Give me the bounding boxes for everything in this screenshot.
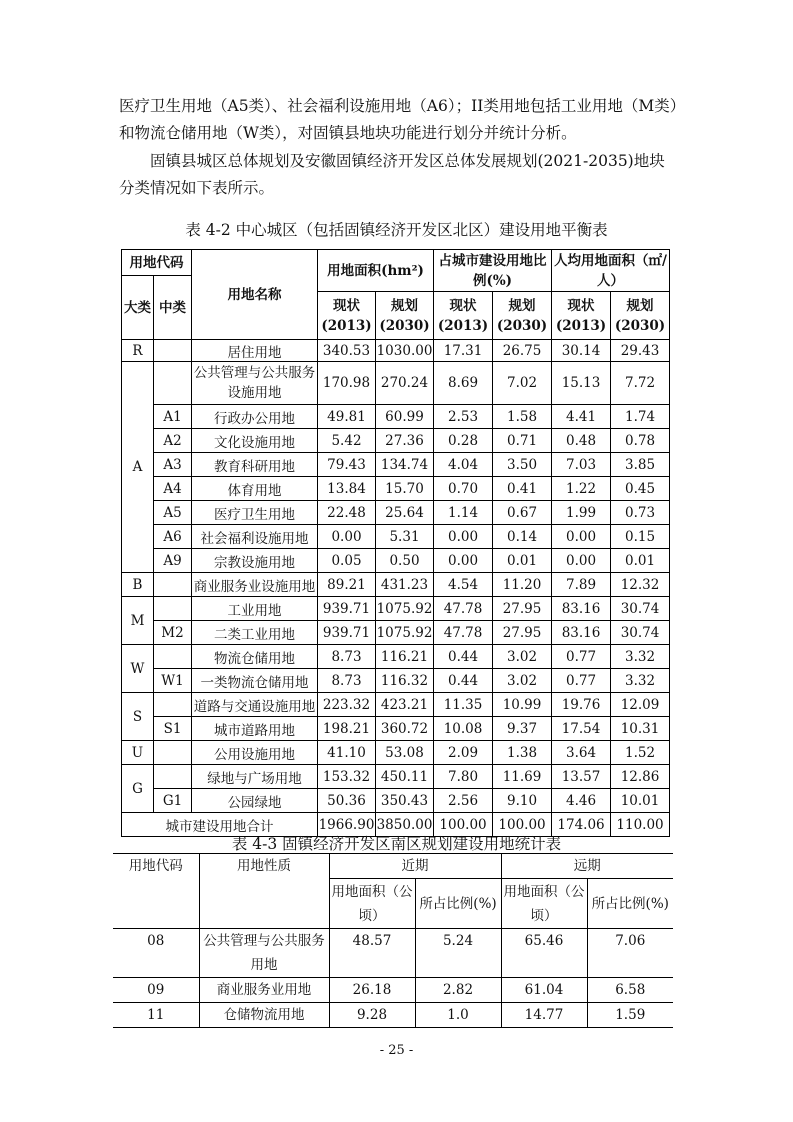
value-cell: 7.02 (493, 362, 552, 405)
minor-class-cell (154, 597, 192, 621)
value-cell: 30.74 (611, 621, 670, 645)
value-cell: 0.77 (552, 645, 611, 669)
value-cell: 0.28 (434, 429, 493, 453)
value-cell: 8.69 (434, 362, 493, 405)
value-cell: 3.02 (493, 645, 552, 669)
value-cell: 2.09 (434, 741, 493, 765)
value-cell: 17.31 (434, 340, 493, 362)
value-cell: 3.32 (611, 669, 670, 693)
value-cell: 19.76 (552, 693, 611, 717)
value-cell: 3.50 (493, 453, 552, 477)
major-class-cell: U (122, 741, 154, 765)
value-cell: 27.36 (376, 429, 434, 453)
value-cell: 25.64 (376, 501, 434, 525)
value-cell: 0.48 (552, 429, 611, 453)
value-cell: 2.82 (415, 978, 501, 1003)
value-cell: 939.71 (318, 597, 376, 621)
value-cell: 2.53 (434, 405, 493, 429)
value-cell: 65.46 (501, 929, 587, 978)
value-cell: 116.21 (376, 645, 434, 669)
paragraph-1: 医疗卫生用地（A5类）、社会福利设施用地（A6）；II类用地包括工业用地（M类）和物流仓储用地（W类），对固镇县地块功能进行划分并统计分析。 (119, 97, 678, 142)
value-cell: 5.31 (376, 525, 434, 549)
value-cell: 270.24 (376, 362, 434, 405)
value-cell: 10.01 (611, 789, 670, 813)
value-cell: 27.95 (493, 621, 552, 645)
value-cell: 48.57 (329, 929, 415, 978)
value-cell: 41.10 (318, 741, 376, 765)
header-land-area: 用地面积(hm²) (318, 250, 434, 292)
value-cell: 4.54 (434, 573, 493, 597)
header-land-code: 用地代码 (122, 250, 192, 276)
land-code-cell: 08 (113, 929, 199, 978)
value-cell: 10.31 (611, 717, 670, 741)
value-cell: 174.06 (552, 813, 611, 837)
table-row (122, 573, 670, 597)
minor-class-cell: M2 (154, 621, 192, 645)
value-cell: 134.74 (376, 453, 434, 477)
value-cell: 26.18 (329, 978, 415, 1003)
value-cell: 26.75 (493, 340, 552, 362)
value-cell: 0.70 (434, 477, 493, 501)
value-cell: 0.14 (493, 525, 552, 549)
land-code-cell: 11 (113, 1003, 199, 1028)
value-cell: 50.36 (318, 789, 376, 813)
value-cell: 12.32 (611, 573, 670, 597)
table-row (122, 645, 670, 669)
value-cell: 22.48 (318, 501, 376, 525)
major-class-cell: M (122, 597, 154, 645)
header-percap-plan: 规划 (2030) (611, 292, 670, 340)
minor-class-cell (154, 693, 192, 717)
value-cell: 0.00 (318, 525, 376, 549)
value-cell: 939.71 (318, 621, 376, 645)
value-cell: 0.78 (611, 429, 670, 453)
land-name-cell: 工业用地 (192, 597, 318, 621)
value-cell: 116.32 (376, 669, 434, 693)
value-cell: 0.01 (493, 549, 552, 573)
header-code: 用地代码 (113, 854, 199, 929)
table-row (122, 765, 670, 789)
value-cell: 360.72 (376, 717, 434, 741)
value-cell: 3.32 (611, 645, 670, 669)
value-cell: 0.71 (493, 429, 552, 453)
value-cell: 53.08 (376, 741, 434, 765)
value-cell: 1.58 (493, 405, 552, 429)
value-cell: 1.14 (434, 501, 493, 525)
table1-caption: 表 4-2 中心城区（包括固镇经济开发区北区）建设用地平衡表 (185, 221, 608, 239)
value-cell: 0.00 (434, 525, 493, 549)
major-class-cell: B (122, 573, 154, 597)
value-cell: 100.00 (434, 813, 493, 837)
header-percap-current: 现状 (2013) (552, 292, 611, 340)
value-cell: 8.73 (318, 645, 376, 669)
value-cell: 0.41 (493, 477, 552, 501)
land-name-cell: 城市道路用地 (192, 717, 318, 741)
minor-class-cell: A9 (154, 549, 192, 573)
land-name-cell: 公用设施用地 (192, 741, 318, 765)
value-cell: 30.14 (552, 340, 611, 362)
major-class-cell: R (122, 340, 154, 362)
table-row (113, 978, 673, 1003)
value-cell: 4.41 (552, 405, 611, 429)
value-cell: 12.09 (611, 693, 670, 717)
land-name-cell: 居住用地 (192, 340, 318, 362)
value-cell: 0.15 (611, 525, 670, 549)
value-cell: 7.06 (587, 929, 673, 978)
table-row (122, 340, 670, 362)
value-cell: 1030.00 (376, 340, 434, 362)
value-cell: 3.64 (552, 741, 611, 765)
value-cell: 79.43 (318, 453, 376, 477)
minor-class-cell: A2 (154, 429, 192, 453)
table-row (122, 549, 670, 573)
value-cell: 60.99 (376, 405, 434, 429)
value-cell: 9.10 (493, 789, 552, 813)
value-cell: 27.95 (493, 597, 552, 621)
header-land-name: 用地名称 (192, 250, 318, 340)
minor-class-cell (154, 340, 192, 362)
value-cell: 1.52 (611, 741, 670, 765)
value-cell: 17.54 (552, 717, 611, 741)
land-name-cell: 道路与交通设施用地 (192, 693, 318, 717)
value-cell: 89.21 (318, 573, 376, 597)
value-cell: 0.73 (611, 501, 670, 525)
land-name-cell: 绿地与广场用地 (192, 765, 318, 789)
value-cell: 1.0 (415, 1003, 501, 1028)
value-cell: 83.16 (552, 597, 611, 621)
table-row (122, 405, 670, 429)
table-row (122, 621, 670, 645)
value-cell: 49.81 (318, 405, 376, 429)
value-cell: 6.58 (587, 978, 673, 1003)
value-cell: 1075.92 (376, 597, 434, 621)
major-class-cell: W (122, 645, 154, 693)
value-cell: 11.69 (493, 765, 552, 789)
paragraph-2: 固镇县城区总体规划及安徽固镇经济开发区总体发展规划(2021-2035)地块分类情况如下表所示。 (119, 152, 665, 197)
land-name-cell: 医疗卫生用地 (192, 501, 318, 525)
minor-class-cell (154, 573, 192, 597)
minor-class-cell (154, 362, 192, 405)
land-name-cell: 体育用地 (192, 477, 318, 501)
land-name-cell: 宗教设施用地 (192, 549, 318, 573)
minor-class-cell: A5 (154, 501, 192, 525)
table-row (122, 741, 670, 765)
value-cell: 13.84 (318, 477, 376, 501)
land-nature-cell: 仓储物流用地 (199, 1003, 329, 1028)
minor-class-cell: S1 (154, 717, 192, 741)
value-cell: 0.77 (552, 669, 611, 693)
land-name-cell: 公共管理与公共服务设施用地 (192, 362, 318, 405)
header-near-ratio: 所占比例(%) (415, 879, 501, 929)
header-minor-class: 中类 (154, 276, 192, 340)
value-cell: 5.24 (415, 929, 501, 978)
header-land-ratio: 占城市建设用地比例(%) (434, 250, 552, 292)
header-major-class: 大类 (122, 276, 154, 340)
value-cell: 0.00 (552, 549, 611, 573)
value-cell: 100.00 (493, 813, 552, 837)
value-cell: 12.86 (611, 765, 670, 789)
header-per-capita: 人均用地面积（㎡/人） (552, 250, 670, 292)
table2-caption: 表 4-3 固镇经济开发区南区规划建设用地统计表 (231, 835, 562, 853)
value-cell: 8.73 (318, 669, 376, 693)
header-near-area: 用地面积（公顷） (329, 879, 415, 929)
value-cell: 10.08 (434, 717, 493, 741)
value-cell: 1.38 (493, 741, 552, 765)
minor-class-cell (154, 741, 192, 765)
table-row (122, 501, 670, 525)
header-area-current: 现状 (2013) (318, 292, 376, 340)
value-cell: 0.50 (376, 549, 434, 573)
value-cell: 450.11 (376, 765, 434, 789)
value-cell: 0.44 (434, 669, 493, 693)
value-cell: 11.35 (434, 693, 493, 717)
value-cell: 4.04 (434, 453, 493, 477)
value-cell: 14.77 (501, 1003, 587, 1028)
land-name-cell: 一类物流仓储用地 (192, 669, 318, 693)
land-name-cell: 社会福利设施用地 (192, 525, 318, 549)
header-far-ratio: 所占比例(%) (587, 879, 673, 929)
value-cell: 110.00 (611, 813, 670, 837)
major-class-cell: G (122, 765, 154, 813)
value-cell: 10.99 (493, 693, 552, 717)
minor-class-cell (154, 765, 192, 789)
minor-class-cell: A6 (154, 525, 192, 549)
table-row (122, 477, 670, 501)
header-long-term: 远期 (501, 854, 673, 879)
value-cell: 170.98 (318, 362, 376, 405)
value-cell: 61.04 (501, 978, 587, 1003)
value-cell: 9.37 (493, 717, 552, 741)
page-number: - 25 - (379, 1043, 414, 1058)
value-cell: 350.43 (376, 789, 434, 813)
value-cell: 7.72 (611, 362, 670, 405)
value-cell: 9.28 (329, 1003, 415, 1028)
value-cell: 15.13 (552, 362, 611, 405)
major-class-cell: S (122, 693, 154, 741)
land-nature-cell: 商业服务业用地 (199, 978, 329, 1003)
value-cell: 5.42 (318, 429, 376, 453)
land-name-cell: 商业服务业设施用地 (192, 573, 318, 597)
value-cell: 423.21 (376, 693, 434, 717)
minor-class-cell: A1 (154, 405, 192, 429)
header-near-term: 近期 (329, 854, 501, 879)
land-code-cell: 09 (113, 978, 199, 1003)
header-far-area: 用地面积（公顷） (501, 879, 587, 929)
value-cell: 0.00 (552, 525, 611, 549)
major-class-cell: A (122, 362, 154, 573)
total-label: 城市建设用地合计 (122, 813, 318, 837)
value-cell: 15.70 (376, 477, 434, 501)
value-cell: 3.02 (493, 669, 552, 693)
value-cell: 0.00 (434, 549, 493, 573)
land-name-cell: 行政办公用地 (192, 405, 318, 429)
value-cell: 30.74 (611, 597, 670, 621)
minor-class-cell: W1 (154, 669, 192, 693)
land-name-cell: 物流仓储用地 (192, 645, 318, 669)
value-cell: 47.78 (434, 621, 493, 645)
table-row (122, 597, 670, 621)
table-row (113, 929, 673, 978)
value-cell: 223.32 (318, 693, 376, 717)
minor-class-cell (154, 645, 192, 669)
value-cell: 1.59 (587, 1003, 673, 1028)
value-cell: 2.56 (434, 789, 493, 813)
value-cell: 7.80 (434, 765, 493, 789)
value-cell: 431.23 (376, 573, 434, 597)
value-cell: 0.44 (434, 645, 493, 669)
land-name-cell: 文化设施用地 (192, 429, 318, 453)
header-nature: 用地性质 (199, 854, 329, 929)
value-cell: 7.89 (552, 573, 611, 597)
land-nature-cell: 公共管理与公共服务用地 (199, 929, 329, 978)
value-cell: 29.43 (611, 340, 670, 362)
value-cell: 0.05 (318, 549, 376, 573)
value-cell: 1.74 (611, 405, 670, 429)
value-cell: 1075.92 (376, 621, 434, 645)
table-row (122, 362, 670, 405)
value-cell: 198.21 (318, 717, 376, 741)
table-row (122, 789, 670, 813)
value-cell: 7.03 (552, 453, 611, 477)
table-row (122, 429, 670, 453)
value-cell: 1.22 (552, 477, 611, 501)
value-cell: 13.57 (552, 765, 611, 789)
value-cell: 1966.90 (318, 813, 376, 837)
value-cell: 4.46 (552, 789, 611, 813)
land-balance-table (121, 249, 670, 837)
minor-class-cell: G1 (154, 789, 192, 813)
land-name-cell: 二类工业用地 (192, 621, 318, 645)
value-cell: 0.01 (611, 549, 670, 573)
value-cell: 47.78 (434, 597, 493, 621)
land-name-cell: 教育科研用地 (192, 453, 318, 477)
land-name-cell: 公园绿地 (192, 789, 318, 813)
header-area-plan: 规划 (2030) (376, 292, 434, 340)
table-row (122, 525, 670, 549)
value-cell: 83.16 (552, 621, 611, 645)
header-ratio-current: 现状 (2013) (434, 292, 493, 340)
table-row (113, 1003, 673, 1028)
table-row (122, 669, 670, 693)
value-cell: 0.67 (493, 501, 552, 525)
table-row (122, 717, 670, 741)
value-cell: 340.53 (318, 340, 376, 362)
header-ratio-plan: 规划 (2030) (493, 292, 552, 340)
south-district-land-table (113, 853, 673, 1028)
value-cell: 3.85 (611, 453, 670, 477)
value-cell: 0.45 (611, 477, 670, 501)
minor-class-cell: A3 (154, 453, 192, 477)
table-row (122, 453, 670, 477)
value-cell: 3850.00 (376, 813, 434, 837)
value-cell: 11.20 (493, 573, 552, 597)
table-row (122, 693, 670, 717)
value-cell: 1.99 (552, 501, 611, 525)
minor-class-cell: A4 (154, 477, 192, 501)
value-cell: 153.32 (318, 765, 376, 789)
